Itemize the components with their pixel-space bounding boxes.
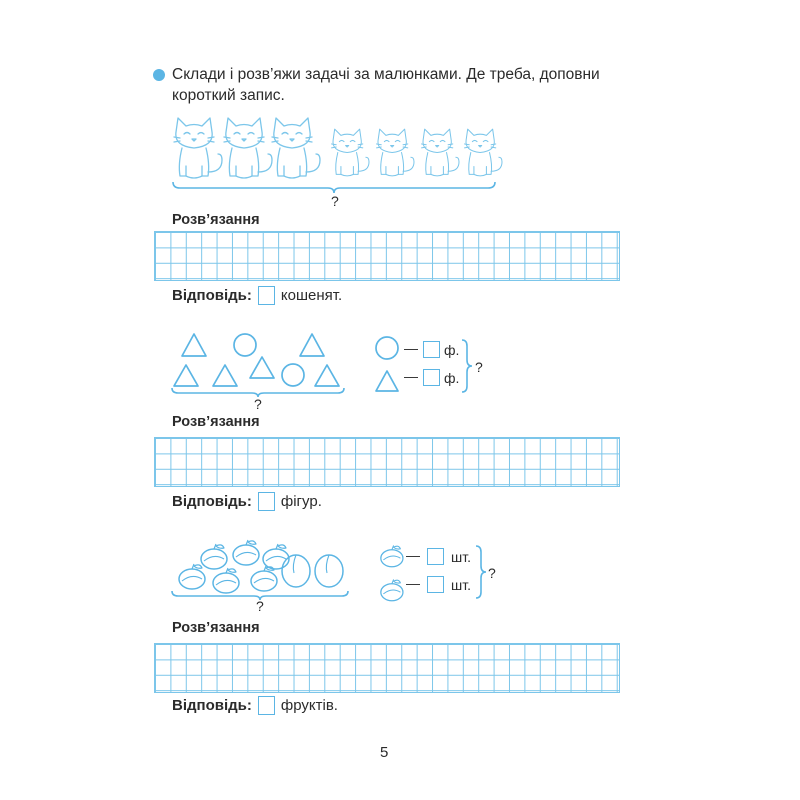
note-box[interactable] [427,576,444,593]
triangle-icon [174,365,198,386]
note-unit: шт. [451,577,471,593]
note-box[interactable] [423,341,440,358]
circle-icon [282,364,304,386]
answer-line [172,492,322,511]
note-box[interactable] [427,548,444,565]
note-question-mark: ? [475,359,483,375]
plum-icon [179,564,205,589]
solution-grid[interactable] [154,231,620,281]
kitten-icon [377,129,414,176]
circle-icon [234,334,256,356]
answer-unit: кошенят. [280,287,343,304]
solution-heading: Розв’язання [172,212,260,228]
note-dash: — [404,340,418,356]
picture-question-mark: ? [331,193,339,209]
triangle-icon [315,365,339,386]
note-dash: — [406,547,420,563]
kitten-icon [174,118,222,178]
page-number: 5 [380,744,389,761]
answer-label: Відповідь: [172,493,252,510]
picture-question-mark: ? [254,396,262,412]
triangle-icon [376,371,398,391]
answer-box[interactable] [258,286,275,305]
plum-icon [381,579,403,600]
note-dash: — [404,368,418,384]
answer-line [172,286,342,305]
triangle-icon [250,357,274,378]
peach-icon [282,555,310,587]
solution-grid[interactable] [154,437,620,487]
kitten-icon [422,129,459,176]
note-box[interactable] [423,369,440,386]
kitten-icon [332,129,369,176]
answer-box[interactable] [258,492,275,511]
answer-label: Відповідь: [172,697,252,714]
plum-icon [213,568,239,593]
kitten-icon [465,129,502,176]
note-unit: ф. [444,342,460,358]
shapes-illustration [170,330,360,400]
plum-icon [201,544,227,569]
answer-unit: фігур. [280,493,322,510]
plum-icon [251,566,277,591]
triangle-icon [182,334,206,356]
fruits-illustration [170,535,360,607]
peach-icon [315,555,343,587]
note-unit: шт. [451,549,471,565]
kitten-icon [224,118,272,178]
note-dash: — [406,575,420,591]
plum-icon [233,540,259,565]
answer-unit: фруктів. [280,697,338,714]
plum-icon [263,544,289,569]
triangle-icon [213,365,237,386]
triangle-icon [300,334,324,356]
answer-label: Відповідь: [172,287,252,304]
solution-grid[interactable] [154,643,620,693]
kittens-illustration [170,112,500,202]
brace [173,182,495,193]
note-unit: ф. [444,370,460,386]
solution-heading: Розв’язання [172,620,260,636]
picture-question-mark: ? [256,598,264,614]
answer-box[interactable] [258,696,275,715]
curly-brace [474,544,488,600]
answer-line [172,696,338,715]
kitten-icon [272,118,320,178]
curly-brace [460,338,474,394]
circle-icon [376,337,398,359]
solution-heading: Розв’язання [172,414,260,430]
bullet-dot [153,69,165,81]
plum-icon [381,545,403,566]
short-note-icons [374,336,404,396]
note-question-mark: ? [488,565,496,581]
task-instruction: Склади і розв’яжи задачі за малюнками. Де треба, доповни короткий запис. [172,66,600,104]
